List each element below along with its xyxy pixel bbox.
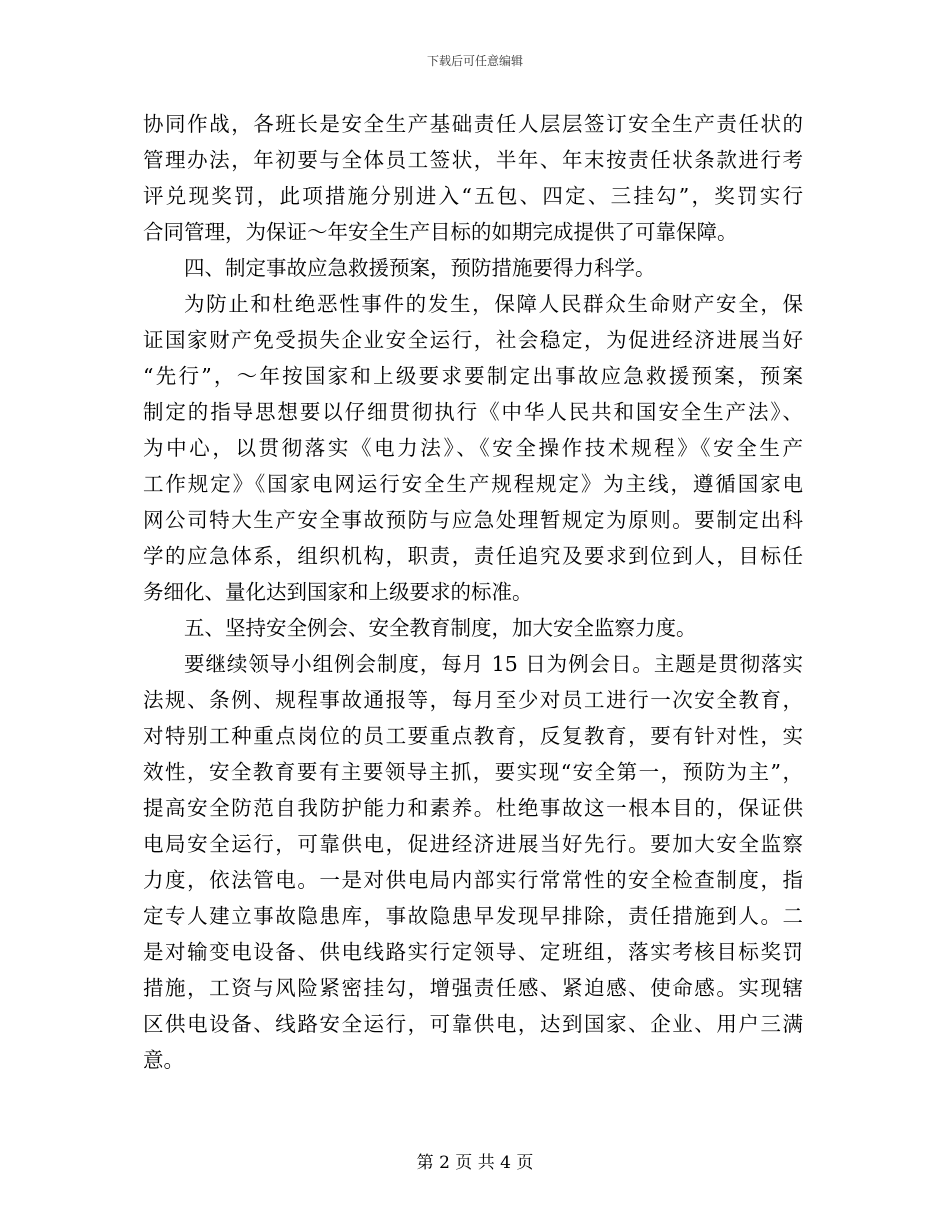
text-line: 管理办法，年初要与全体员工签状，半年、年末按责任状条款进行考 xyxy=(143,148,803,172)
text-line: 制定的指导思想要以仔细贯彻执行《中华人民共和国安全生产法》、 xyxy=(143,400,803,424)
text-line: 评兑现奖罚，此项措施分别进入“五包、四定、三挂勾”，奖罚实行 xyxy=(143,184,803,208)
text-line: 电局安全运行，可靠供电，促进经济进展当好先行。要加大安全监察 xyxy=(143,832,803,856)
text-line: 措施，工资与风险紧密挂勾，增强责任感、紧迫感、使命感。实现辖 xyxy=(143,976,803,1000)
text-line: 学的应急体系，组织机构，职责，责任追究及要求到位到人，目标任 xyxy=(143,544,803,568)
text-line: 要继续领导小组例会制度，每月 15 日为例会日。主题是贯彻落实 xyxy=(184,652,803,676)
text-line: “先行”，～年按国家和上级要求要制定出事故应急救援预案，预案 xyxy=(143,364,803,388)
text-line: 证国家财产免受损失企业安全运行，社会稳定，为促进经济进展当好 xyxy=(143,328,803,352)
text-line: 对特别工种重点岗位的员工要重点教育，反复教育，要有针对性，实 xyxy=(143,724,803,748)
text-line: 效性，安全教育要有主要领导主抓，要实现“安全第一，预防为主”， xyxy=(143,760,803,784)
text-line: 提高安全防范自我防护能力和素养。杜绝事故这一根本目的，保证供 xyxy=(143,796,803,820)
page-header: 下载后可任意编辑 xyxy=(426,54,523,68)
body-text xyxy=(143,106,803,1078)
text-line: 法规、条例、规程事故通报等，每月至少对员工进行一次安全教育， xyxy=(143,688,803,712)
text-line: 协同作战，各班长是安全生产基础责任人层层签订安全生产责任状的 xyxy=(143,112,803,136)
text-line: 四、制定事故应急救援预案，预防措施要得力科学。 xyxy=(184,256,656,280)
text-line: 工作规定》《国家电网运行安全生产规程规定》为主线，遵循国家电 xyxy=(143,472,803,496)
text-line: 合同管理，为保证～年安全生产目标的如期完成提供了可靠保障。 xyxy=(143,220,738,244)
text-line: 意。 xyxy=(143,1048,184,1072)
text-line: 为防止和杜绝恶性事件的发生，保障人民群众生命财产安全，保 xyxy=(184,292,803,316)
text-line: 为中心，以贯彻落实《电力法》、《安全操作技术规程》《安全生产 xyxy=(143,436,803,460)
text-line: 是对输变电设备、供电线路实行定领导、定班组，落实考核目标奖罚 xyxy=(143,940,803,964)
text-line: 力度，依法管电。一是对供电局内部实行常常性的安全检查制度，指 xyxy=(143,868,803,892)
text-line: 五、坚持安全例会、安全教育制度，加大安全监察力度。 xyxy=(184,616,697,640)
text-line: 网公司特大生产安全事故预防与应急处理暂规定为原则。要制定出科 xyxy=(143,508,803,532)
text-line: 务细化、量化达到国家和上级要求的标准。 xyxy=(143,580,533,604)
page-footer: 第 2 页 共 4 页 xyxy=(416,1153,534,1173)
text-line: 定专人建立事故隐患库，事故隐患早发现早排除，责任措施到人。二 xyxy=(143,904,803,928)
text-line: 区供电设备、线路安全运行，可靠供电，达到国家、企业、用户三满 xyxy=(143,1012,803,1036)
